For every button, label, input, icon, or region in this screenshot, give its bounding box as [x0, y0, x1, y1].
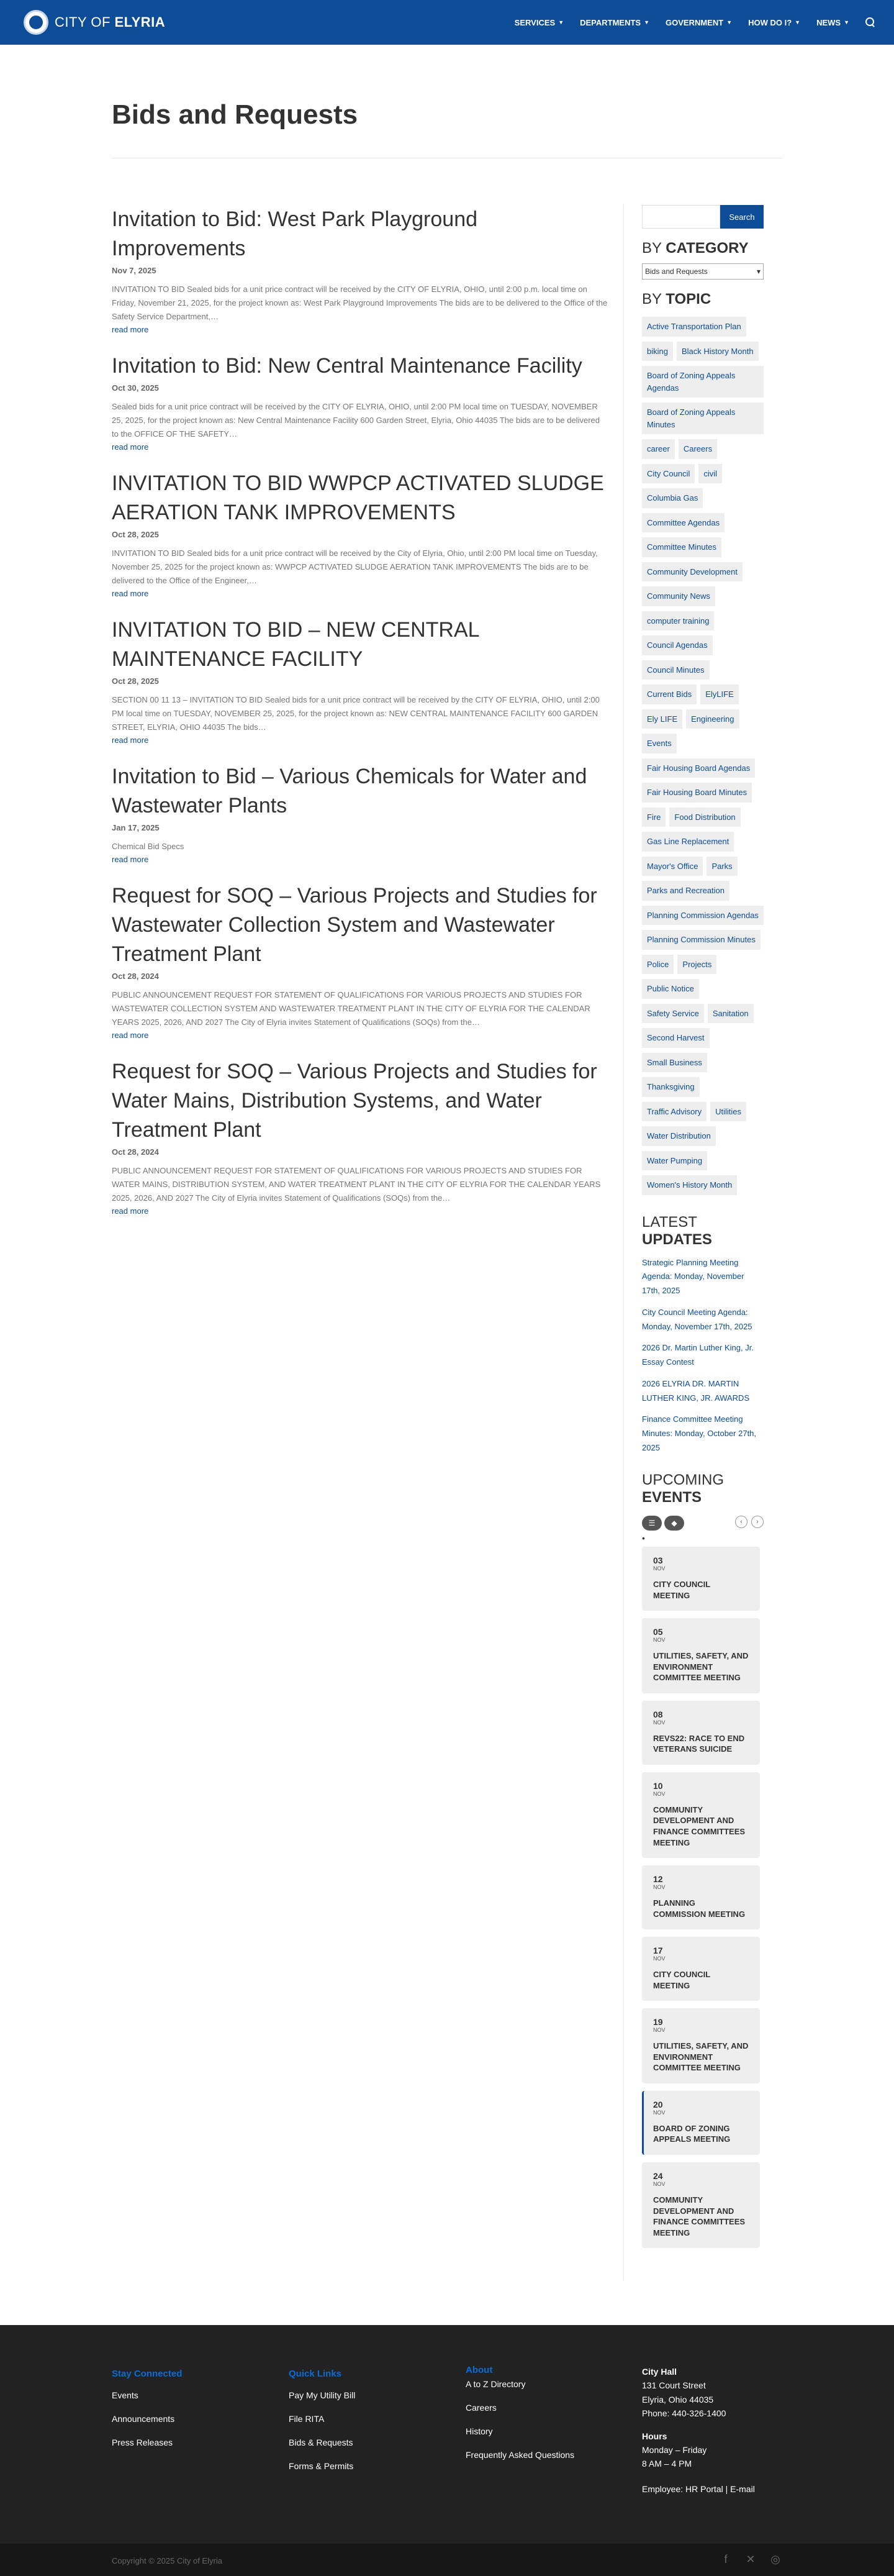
event-title: REVS22: RACE TO END VETERANS SUICIDE [653, 1733, 745, 1754]
x-icon[interactable]: ✕ [746, 2552, 756, 2565]
topic-heading: BY TOPIC [642, 291, 711, 307]
copyright: Copyright © 2025 City of Elyria [112, 2556, 222, 2565]
list-view-icon[interactable]: ☰ [642, 1516, 662, 1531]
topic-tag[interactable]: computer training [642, 611, 714, 631]
topic-tag[interactable]: ElyLIFE [700, 685, 739, 704]
calendar-view-icon[interactable]: ◆ [664, 1516, 684, 1531]
topic-tag[interactable]: Safety Service [642, 1004, 704, 1024]
topic-tag[interactable]: Small Business [642, 1053, 707, 1073]
event-month: NOV [653, 1565, 666, 1572]
social-links [719, 2552, 782, 2566]
post-title[interactable]: Request for SOQ – Various Projects and Studies for Wastewater Collection System and Wastewater Treatment Plant [112, 884, 597, 967]
footer-link[interactable]: Frequently Asked Questions [466, 2450, 575, 2460]
post-item [112, 762, 608, 865]
footer-link[interactable]: A to Z Directory [466, 2379, 526, 2389]
event-card[interactable] [642, 1937, 760, 2001]
topic-tag[interactable]: Council Agendas [642, 635, 713, 655]
topic-tag[interactable]: Columbia Gas [642, 488, 703, 508]
read-more-link[interactable]: read more [112, 1031, 149, 1040]
page-title: Bids and Requests [112, 99, 358, 130]
topic-tag[interactable]: Planning Commission Agendas [642, 906, 764, 926]
topic-tag[interactable]: Women's History Month [642, 1175, 737, 1195]
event-card[interactable] [642, 1865, 760, 1929]
footer-link[interactable]: Announcements [112, 2414, 175, 2424]
event-month: NOV [653, 1955, 666, 1962]
post-item [112, 352, 608, 453]
event-day: 10 [653, 1780, 663, 1791]
topic-tag[interactable]: biking [642, 342, 673, 362]
topic-tag[interactable]: Thanksgiving [642, 1077, 700, 1097]
event-day: 24 [653, 2171, 663, 2182]
post-item [112, 469, 608, 599]
topic-tag[interactable]: Fair Housing Board Agendas [642, 758, 755, 778]
event-title: COMMUNITY DEVELOPMENT AND FINANCE COMMITTEES MEETING [653, 2195, 746, 2237]
nav-departments[interactable]: DEPARTMENTS ▼ [580, 17, 650, 27]
facebook-icon[interactable]: f [724, 2552, 728, 2565]
topic-tag[interactable]: Water Distribution [642, 1126, 716, 1146]
event-card[interactable] [642, 2091, 760, 2155]
update-link[interactable]: City Council Meeting Agenda: Monday, November 17th, 2025 [642, 1307, 752, 1331]
post-excerpt: Sealed bids for a unit price contract will be received by the CITY OF ELYRIA, OHIO, until 2:00 PM local time on TUESDAY, NOVEMBER 25, 2025, for the project known as: New Central Maintenance Facility 600 Garden Street, Elyria, Ohio 44035 The bids are to be delivered to the OFFICE OF THE SAFETY… [112, 402, 600, 439]
post-excerpt: Chemical Bid Specs [112, 842, 184, 852]
event-title: UTILITIES, SAFETY, AND ENVIRONMENT COMMITTEE MEETING [653, 1651, 749, 1683]
logo-prefix: CITY OF [55, 14, 111, 30]
event-card[interactable] [642, 1547, 760, 1611]
post-date: Oct 28, 2024 [112, 1147, 159, 1157]
employee-links[interactable]: Employee: HR Portal | E-mail [642, 2483, 755, 2494]
chevron-right-icon[interactable]: › [751, 1516, 764, 1528]
topic-tag[interactable]: Parks [707, 857, 737, 876]
post-item [112, 205, 608, 335]
footer-link[interactable]: Pay My Utility Bill [289, 2390, 356, 2400]
dot-icon: • [642, 1533, 645, 1544]
read-more-link[interactable]: read more [112, 442, 149, 452]
search-button[interactable]: Search [720, 205, 764, 229]
post-date: Oct 28, 2025 [112, 530, 159, 540]
event-card[interactable] [642, 2008, 760, 2083]
topic-tag[interactable]: Careers [679, 439, 717, 459]
event-title: CITY COUNCIL MEETING [653, 1580, 710, 1600]
footer-stay-connected: Stay Connected Events Announcements Press Releases [112, 2369, 183, 2447]
footer-quick-links: Quick Links Pay My Utility Bill File RITA Bids & Requests Forms & Permits [289, 2369, 356, 2471]
read-more-link[interactable]: read more [112, 735, 149, 745]
post-date: Oct 28, 2025 [112, 676, 159, 686]
events-controls [642, 1516, 764, 1531]
post-date: Oct 28, 2024 [112, 972, 159, 981]
topic-tag[interactable]: Parks and Recreation [642, 881, 729, 901]
chevron-down-icon: ▼ [795, 19, 801, 25]
topic-tag[interactable]: Public Notice [642, 979, 699, 999]
search-icon[interactable] [865, 17, 875, 27]
instagram-icon[interactable]: ◎ [770, 2552, 780, 2565]
sidebar-divider [623, 205, 624, 2280]
event-title: BOARD OF ZONING APPEALS MEETING [653, 2123, 731, 2144]
topic-tag[interactable]: City Council [642, 464, 695, 484]
topic-tag[interactable]: Events [642, 734, 677, 753]
read-more-link[interactable]: read more [112, 855, 149, 865]
event-day: 08 [653, 1709, 663, 1719]
post-title[interactable]: INVITATION TO BID WWPCP ACTIVATED SLUDGE AERATION TANK IMPROVEMENTS [112, 471, 604, 525]
site-footer [0, 2325, 894, 2544]
topic-tag[interactable]: Fair Housing Board Minutes [642, 783, 752, 803]
nav-how-do-i[interactable]: HOW DO I? ▼ [748, 17, 801, 27]
topic-tag[interactable]: Board of Zoning Appeals Minutes [642, 403, 764, 434]
post-item [112, 1057, 608, 1217]
update-link[interactable]: Finance Committee Meeting Minutes: Monday, October 27th, 2025 [642, 1414, 757, 1452]
post-excerpt: PUBLIC ANNOUNCEMENT REQUEST FOR STATEMENT OF QUALIFICATIONS FOR VARIOUS PROJECTS AND STUDIES FOR WASTEWATER COLLECTION SYSTEM AND WASTEWATER TREATMENT PLANT IN THE CITY OF ELYRIA FOR THE CALENDAR YEARS 2025, 2026, AND 2027 The City of Elyria invites Statement of Qualifications (SOQs) from the… [112, 990, 590, 1027]
read-more-link[interactable]: read more [112, 589, 149, 599]
topic-tag[interactable]: Board of Zoning Appeals Agendas [642, 366, 764, 398]
events-list [642, 1547, 764, 2248]
update-link[interactable]: 2026 Dr. Martin Luther King, Jr. Essay Contest [642, 1343, 754, 1367]
footer-link[interactable]: History [466, 2426, 493, 2436]
event-month: NOV [653, 2027, 666, 2034]
post-excerpt: PUBLIC ANNOUNCEMENT REQUEST FOR STATEMENT OF QUALIFICATIONS FOR VARIOUS PROJECTS AND STUDIES FOR WATER MAINS, DISTRIBUTION SYSTEM, AND WATER TREATMENT PLANT IN THE CITY OF ELYRIA FOR THE CALENDAR YEARS 2025, 2026, AND 2027 The City of Elyria invites Statement of Qualifications (SOQs) from the… [112, 1166, 601, 1203]
updates-list [642, 1256, 764, 1455]
topic-tag[interactable]: Police [642, 955, 674, 975]
post-title[interactable]: Invitation to Bid – Various Chemicals for Water and Wastewater Plants [112, 765, 587, 818]
topic-tag[interactable]: Committee Minutes [642, 537, 721, 557]
topic-tag[interactable]: Black History Month [677, 342, 759, 362]
footer-bottom-bar [0, 2544, 894, 2576]
event-month: NOV [653, 1790, 666, 1797]
post-date: Jan 17, 2025 [112, 823, 160, 833]
nav-government[interactable]: GOVERNMENT ▼ [666, 17, 733, 27]
topic-tag[interactable]: career [642, 439, 675, 459]
topic-tag[interactable]: Traffic Advisory [642, 1102, 707, 1122]
event-month: NOV [653, 1719, 666, 1726]
topic-tag[interactable]: Food Distribution [669, 808, 740, 827]
topic-tag[interactable]: Community News [642, 586, 715, 606]
site-header [0, 0, 894, 45]
topic-tag[interactable]: Projects [677, 955, 716, 975]
topic-tag[interactable]: Water Pumping [642, 1151, 707, 1171]
event-card[interactable] [642, 1618, 760, 1693]
post-date: Oct 30, 2025 [112, 383, 159, 393]
event-month: NOV [653, 1884, 666, 1891]
category-heading: BY CATEGORY [642, 240, 749, 257]
chevron-down-icon: ▼ [844, 19, 849, 25]
sidebar-search [642, 205, 764, 229]
post-excerpt: INVITATION TO BID Sealed bids for a unit price contract will be received by the CITY OF ELYRIA, OHIO, until 2:00 p.m. local time on Friday, November 21, 2025, for the project known as: West Park Playground Improvements The bids are to be delivered to the Office of the Safety Service Department,… [112, 284, 608, 321]
topic-tag[interactable]: civil [698, 464, 722, 484]
nav-news[interactable]: NEWS ▼ [816, 17, 849, 27]
footer-link[interactable]: File RITA [289, 2414, 325, 2424]
chevron-down-icon: ▼ [644, 19, 650, 25]
chevron-down-icon: ▼ [726, 19, 733, 25]
event-day: 12 [653, 1874, 663, 1885]
event-day: 03 [653, 1555, 663, 1566]
category-select[interactable]: Bids and Requests ▾ [642, 263, 764, 280]
topic-tag[interactable]: Mayor's Office [642, 857, 703, 876]
read-more-link[interactable]: read more [112, 1206, 149, 1216]
post-title[interactable]: INVITATION TO BID – NEW CENTRAL MAINTENANCE FACILITY [112, 618, 479, 671]
chevron-down-icon: ▼ [558, 19, 564, 25]
city-seal-icon [24, 10, 48, 35]
event-card[interactable] [642, 2162, 760, 2248]
topic-tag[interactable]: Utilities [710, 1102, 746, 1122]
chevron-down-icon: ▾ [756, 267, 761, 276]
logo-name: ELYRIA [114, 14, 166, 30]
update-link[interactable]: 2026 ELYRIA DR. MARTIN LUTHER KING, JR. AWARDS [642, 1378, 750, 1403]
nav-services[interactable]: SERVICES ▼ [514, 17, 564, 27]
post-item [112, 616, 608, 746]
topic-tag[interactable]: Current Bids [642, 685, 697, 704]
event-day: 20 [653, 2099, 663, 2109]
main-nav [499, 0, 875, 45]
topic-tag[interactable]: Second Harvest [642, 1028, 710, 1048]
topic-tag[interactable]: Committee Agendas [642, 513, 725, 533]
event-title: COMMUNITY DEVELOPMENT AND FINANCE COMMITTEES MEETING [653, 1805, 746, 1847]
event-month: NOV [653, 2181, 666, 2188]
event-month: NOV [653, 1637, 666, 1644]
footer-about: About A to Z Directory Careers History Frequently Asked Questions [466, 2365, 575, 2460]
updates-heading: LATEST UPDATES [642, 1213, 712, 1248]
post-list [112, 205, 608, 1233]
post-date: Nov 7, 2025 [112, 265, 156, 275]
topic-tag[interactable]: Planning Commission Minutes [642, 930, 761, 950]
read-more-link[interactable]: read more [112, 325, 149, 335]
event-card[interactable] [642, 1772, 760, 1858]
topic-tag[interactable]: Community Development [642, 562, 743, 582]
topic-tag[interactable]: Fire [642, 808, 666, 827]
footer-link[interactable]: Press Releases [112, 2437, 173, 2447]
topic-tag[interactable]: Ely LIFE [642, 709, 682, 729]
post-title[interactable]: Request for SOQ – Various Projects and Studies for Water Mains, Distribution Systems, and Water Treatment Plant [112, 1060, 597, 1142]
footer-city-hall: City Hall 131 Court Street Elyria, Ohio 44035 Phone: 440-326-1400 Hours Monday – Friday 8 AM – 4 PM Employee: HR Portal | E-mail [642, 2365, 779, 2496]
topic-tag[interactable]: Active Transportation Plan [642, 317, 746, 337]
event-card[interactable] [642, 1701, 760, 1765]
event-day: 17 [653, 1946, 663, 1956]
topic-tag[interactable]: Engineering [686, 709, 739, 729]
footer-link[interactable]: Bids & Requests [289, 2437, 353, 2447]
sidebar [642, 205, 764, 2255]
site-logo[interactable] [24, 10, 165, 35]
post-title[interactable]: Invitation to Bid: West Park Playground Improvements [112, 207, 478, 260]
event-day: 19 [653, 2017, 663, 2028]
event-day: 05 [653, 1627, 663, 1637]
footer-link[interactable]: Forms & Permits [289, 2461, 354, 2471]
post-title[interactable]: Invitation to Bid: New Central Maintenance Facility [112, 354, 582, 378]
event-title: CITY COUNCIL MEETING [653, 1970, 710, 1990]
event-title: UTILITIES, SAFETY, AND ENVIRONMENT COMMITTEE MEETING [653, 2041, 749, 2073]
events-heading: UPCOMING EVENTS [642, 1471, 724, 1506]
post-excerpt: SECTION 00 11 13 – INVITATION TO BID Sealed bids for a unit price contract will be received by the CITY OF ELYRIA, OHIO, until 2:00 PM local time on TUESDAY, NOVEMBER 25, 2025, for the project known as: NEW CENTRAL MAINTENANCE FACILITY 600 GARDEN STREET, ELYRIA, OHIO 44035 The bids… [112, 695, 600, 732]
topic-tag[interactable]: Sanitation [708, 1004, 754, 1024]
topic-tag[interactable]: Council Minutes [642, 660, 710, 680]
topic-tag[interactable]: Gas Line Replacement [642, 832, 734, 852]
chevron-left-icon[interactable]: ‹ [735, 1516, 747, 1528]
event-title: PLANNING COMMISSION MEETING [653, 1898, 746, 1919]
post-item [112, 881, 608, 1041]
footer-link[interactable]: Careers [466, 2403, 497, 2413]
update-link[interactable]: Strategic Planning Meeting Agenda: Monday, November 17th, 2025 [642, 1257, 744, 1295]
footer-link[interactable]: Events [112, 2390, 138, 2400]
post-excerpt: INVITATION TO BID Sealed bids for a unit price contract will be received by the City of Elyria, Ohio, until 2:00 PM local time on Tuesday, November 25, 2025 for the project known as: WWPCP ACTIVATED SLUDGE AERATION TANK IMPROVEMENTS The bids are to be delivered to the Office of the Engineer,… [112, 548, 598, 586]
topic-tag-cloud [642, 317, 764, 1195]
search-input[interactable] [642, 205, 720, 229]
event-month: NOV [653, 2109, 666, 2116]
